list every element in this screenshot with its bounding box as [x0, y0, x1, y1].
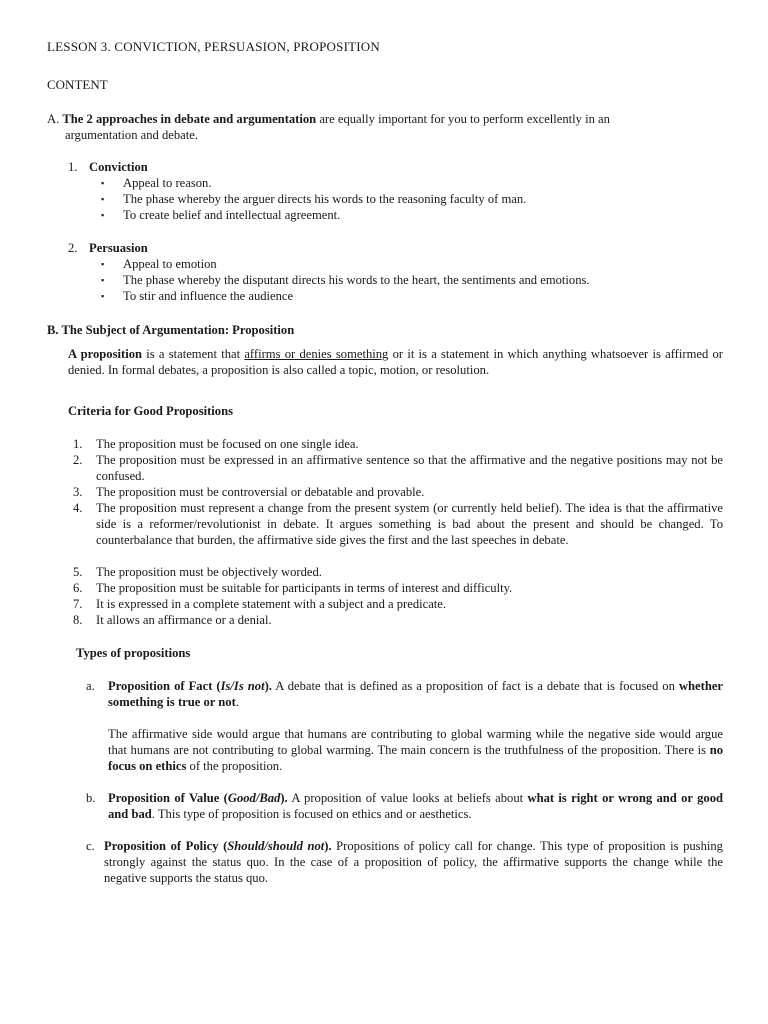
approach-number: 2.	[68, 241, 78, 255]
list-item	[101, 207, 721, 223]
type-fact-text	[108, 678, 723, 710]
criteria-text: It allows an affirmance or a denial.	[96, 613, 272, 627]
list-item	[101, 288, 721, 304]
type-title-close: ).	[324, 839, 332, 853]
example-bold: no focus on ethics	[108, 743, 723, 773]
type-text: A debate that is defined as a proposition of fact is a debate that is focused on	[271, 679, 679, 693]
criteria-text: The proposition must be objectively worded.	[96, 565, 322, 579]
criteria-number: 8.	[73, 613, 83, 627]
bullet-text: The phase whereby the disputant directs his words to the heart, the sentiments and emotions.	[123, 273, 590, 287]
section-a	[47, 111, 723, 143]
section-a-lead-cont: argumentation and debate.	[65, 128, 199, 142]
criteria-text: The proposition must be controversial or debatable and provable.	[96, 485, 425, 499]
approach-persuasion-bullets	[101, 256, 721, 304]
section-b-heading: B. The Subject of Argumentation: Proposition	[47, 323, 295, 337]
bullet-text: Appeal to reason.	[123, 176, 212, 190]
type-value-text	[108, 790, 723, 822]
section-a-lead-rest: are equally important for you to perform excellently in an	[316, 112, 610, 126]
definition-text: is a statement that	[142, 347, 245, 361]
approach-number: 1.	[68, 160, 78, 174]
bullet-text: To stir and influence the audience	[123, 289, 294, 303]
list-item	[101, 175, 721, 191]
approach-title: Conviction	[89, 160, 148, 174]
criteria-number: 6.	[73, 581, 83, 595]
approach-title: Persuasion	[89, 241, 148, 255]
criteria-number: 1.	[73, 437, 83, 451]
criteria-text: The proposition must represent a change from the present system (or currently held belief). The idea is that the affirmative side is a reformer/revolutionist in debate. It argues something is bad about the present and should be changed. To counterbalance that burden, the affirmative side gives the first and the last speeches in debate.	[96, 501, 723, 547]
criteria-heading: Criteria for Good Propositions	[68, 404, 233, 418]
type-title-italic: Is/Is not	[220, 679, 265, 693]
type-fact-example	[108, 726, 723, 774]
criteria-number: 5.	[73, 565, 83, 579]
lesson-title: LESSON 3. CONVICTION, PERSUASION, PROPOSITION	[47, 39, 380, 54]
type-letter: b.	[86, 791, 96, 805]
list-item	[101, 256, 721, 272]
list-item	[101, 191, 721, 207]
example-text: The affirmative side would argue that humans are contributing to global warming while the negative side would argue that humans are not contributing to global warming. The main concern is the truthfulness of the proposition. There is	[108, 727, 723, 757]
type-title-italic: Good/Bad	[227, 791, 281, 805]
type-text-bold: whether something is true or not	[108, 679, 724, 709]
type-title-close: ).	[264, 679, 272, 693]
type-title: Proposition of Policy (	[104, 839, 228, 853]
type-title-close: ).	[280, 791, 288, 805]
criteria-number: 7.	[73, 597, 83, 611]
type-policy-text	[104, 838, 723, 886]
type-text: . This type of proposition is focused on ethics and or aesthetics.	[151, 807, 472, 821]
content-heading: CONTENT	[47, 77, 108, 92]
type-letter: c.	[86, 839, 95, 853]
criteria-number: 2.	[73, 453, 83, 467]
bullet-icon: ▪	[101, 210, 105, 220]
proposition-definition	[68, 346, 723, 378]
proposition-term: A proposition	[68, 347, 142, 361]
criteria-text: The proposition must be suitable for participants in terms of interest and difficulty.	[96, 581, 513, 595]
criteria-number: 3.	[73, 485, 83, 499]
bullet-icon: ▪	[101, 178, 105, 188]
type-text: .	[235, 695, 239, 709]
bullet-text: Appeal to emotion	[123, 257, 217, 271]
section-a-lead	[47, 111, 723, 127]
bullet-icon: ▪	[101, 259, 105, 269]
type-letter: a.	[86, 679, 95, 693]
type-text: Propositions of policy call for change. This type of proposition is pushing strongly against the status quo. In the case of a proposition of policy, the affirmative supports the change while the negative supports the status quo.	[104, 839, 723, 885]
bullet-text: To create belief and intellectual agreement.	[123, 208, 341, 222]
definition-underlined: affirms or denies something	[244, 347, 389, 361]
bullet-text: The phase whereby the arguer directs his words to the reasoning faculty of man.	[123, 192, 527, 206]
section-a-marker: A.	[47, 112, 60, 126]
example-text: of the proposition.	[186, 759, 283, 773]
bullet-icon: ▪	[101, 194, 105, 204]
criteria-text: It is expressed in a complete statement with a subject and a predicate.	[96, 597, 447, 611]
criteria-number: 4.	[73, 501, 83, 515]
bullet-icon: ▪	[101, 275, 105, 285]
type-text: A proposition of value looks at beliefs about	[287, 791, 528, 805]
type-title: Proposition of Value (	[108, 791, 228, 805]
bullet-icon: ▪	[101, 291, 105, 301]
list-item	[101, 272, 721, 288]
definition-text: or it is a statement in which anything whatsoever is affirmed or denied. In formal debates, a proposition is also called a topic, motion, or resolution.	[68, 347, 723, 377]
type-text-bold: what is right or wrong and or good and bad	[108, 791, 723, 821]
section-a-lead-bold: The 2 approaches in debate and argumentation	[62, 112, 317, 126]
criteria-text: The proposition must be expressed in an affirmative sentence so that the affirmative and the negative positions may not be confused.	[96, 453, 723, 483]
type-title: Proposition of Fact (	[108, 679, 221, 693]
approach-conviction-bullets	[101, 175, 721, 223]
criteria-text: The proposition must be focused on one single idea.	[96, 437, 359, 451]
type-title-italic: Should/should not	[227, 839, 325, 853]
types-heading: Types of propositions	[76, 646, 191, 660]
